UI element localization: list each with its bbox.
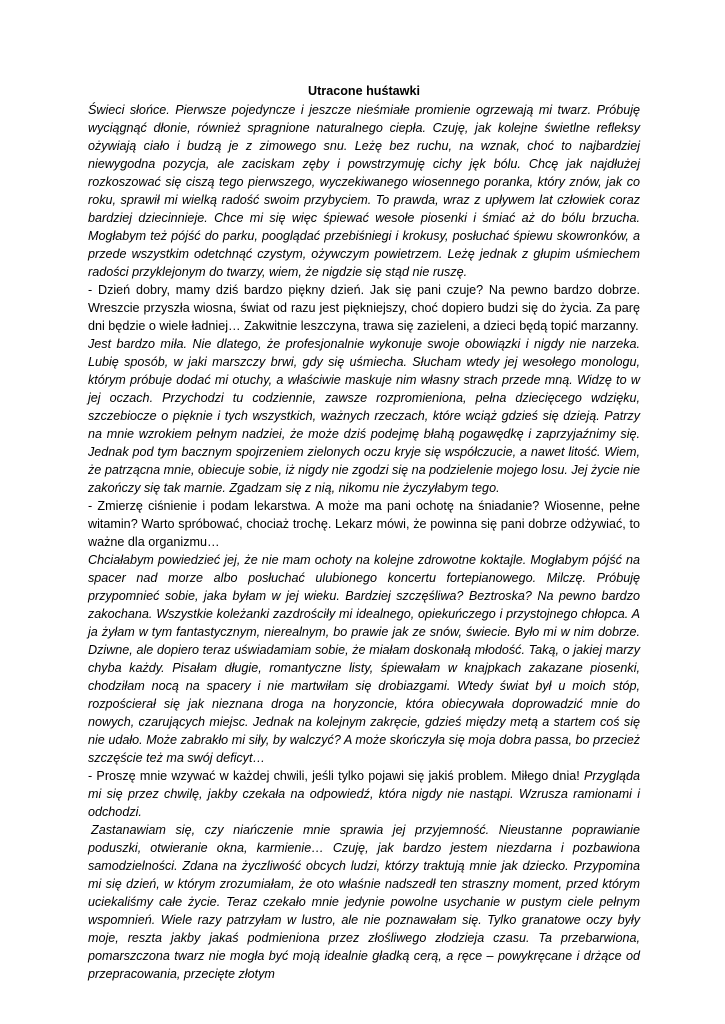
paragraph: [88, 767, 640, 821]
paragraph-text: - Zmierzę ciśnienie i podam lekarstwa. A może ma pani ochotę na śniadanie? Wiosenne, pełne witamin? Warto spróbować, chociaż trochę. Lekarz mówi, że powinna się pani dobrze odżywiać, to ważne dla organizmu…: [88, 499, 640, 549]
document-title: Utracone huśtawki: [308, 84, 420, 98]
paragraph: [88, 551, 640, 767]
paragraph: [88, 101, 640, 281]
paragraph-text: - Proszę mnie wzywać w każdej chwili, jeśli tylko pojawi się jakiś problem. Miłego dnia!: [88, 769, 584, 783]
paragraph-text-italic: Przygląda mi się przez chwilę, jakby czekała na odpowiedź, która nigdy nie nastąpi. Wzrusza ramionami i odchodzi.: [88, 769, 640, 819]
paragraph-text: Jest bardzo miła. Nie dlatego, że profesjonalnie wykonuje swoje obowiązki i nigdy nie narzeka. Lubię sposób, w jaki marszczy brwi, gdy się uśmiecha. Słucham wtedy jej wesołego monologu, którym próbuje dodać mi otuchy, a właściwie maskuje nim własny strach przede mną. Widzę to w jej oczach. Przychodzi tu codziennie, zawsze rozpromieniona, pełna dziecięcego wdzięku, szczebiocze o pięknie i tych wszystkich, ważnych rzeczach, które wciąż gdzieś się dzieją. Patrzy na mnie wzrokiem pełnym nadziei, że może dziś podejmę błahą pogawędkę i zaprzyjaźnimy się. Jednak pod tym bacznym spojrzeniem zielonych oczu kryje się współczucie, a nawet litość. Wiem, że patrzącna mnie, obiecuje sobie, iż nigdy nie zgodzi się na podzielenie mojego losu. Jej życie nie zakończy się tak marnie. Zgadzam się z nią, nikomu nie życzyłabym tego.: [88, 337, 640, 495]
paragraph-text: - Dzień dobry, mamy dziś bardzo piękny dzień. Jak się pani czuje? Na pewno bardzo dobrze. Wreszcie przyszła wiosna, świat od razu jest piękniejszy, choć dopiero budzi się do życia. Za parę dni będzie o wiele ładniej… Zakwitnie leszczyna, trawa się zazieleni, a dzieci będą topić marzanny.: [88, 283, 640, 333]
paragraph: [88, 821, 640, 983]
paragraph-text: Świeci słońce. Pierwsze pojedyncze i jeszcze nieśmiałe promienie ogrzewają mi twarz. Próbuję wyciągnąć dłonie, również spragnione naturalnego ciepła. Czuję, jak kolejne świetlne refleksy ożywiają ciało i budzą je z zimowego snu. Leżę bez ruchu, na wznak, choć to najbardziej niewygodna pozycja, ale zaciskam zęby i powstrzymuję cichy jęk bólu. Chcę jak najdłużej rozkoszować się ciszą tego pierwszego, wyczekiwanego wiosennego poranka, który znów, jak co roku, sprawił mi wielką radość swoim przybyciem. To prawda, wraz z upływem lat człowiek coraz bardziej dziecinnieje. Chce mi się więc śpiewać wesołe piosenki i śmiać aż do bólu brzucha. Mogłabym też pójść do parku, pooglądać przebiśniegi i krokusy, posłuchać śpiewu skowronków, a przede wszystkim odetchnąć czystym, ożywczym powietrzem. Leżę jednak z głupim uśmiechem radości przyklejonym do twarzy, wiem, że nigdzie się stąd nie ruszę.: [88, 103, 640, 279]
paragraph: [88, 497, 640, 551]
paragraph-text: Chciałabym powiedzieć jej, że nie mam ochoty na kolejne zdrowotne koktajle. Mogłabym pójść na spacer nad morze albo posłuchać ulubionego koncertu fortepianowego. Milczę. Próbuję przypomnieć sobie, jaka byłam w jej wieku. Bardziej szczęśliwa? Beztroska? Na pewno bardzo zakochana. Wszystkie koleżanki zazdrościły mi idealnego, opiekuńczego i przystojnego chłopca. A ja żyłam w tym fantastycznym, nierealnym, bo prawie jak ze snów, świecie. Było mi w nim dobrze. Dziwne, ale dopiero teraz uświadamiam sobie, że miałam doskonałą młodość. Taką, o jakiej marzy chyba każdy. Pisałam długie, romantyczne listy, śpiewałam w knajpkach zakazane piosenki, chodziłam nocą na spacery i nie martwiłam się drobiazgami. Wtedy świat był u moich stóp, rozpościerał się jak nieznana droga na horyzoncie, która obiecywała doprowadzić mnie do nowych, czarujących miejsc. Jednak na kolejnym zakręcie, gdzieś między metą a startem coś się nie udało. Może zabrakło mi siły, by walczyć? A może skończyła się moja dobra passa, bo przecież szczęście też ma swój deficyt…: [88, 553, 640, 765]
paragraph: [88, 335, 640, 497]
document-page: [88, 82, 640, 983]
paragraph: [88, 281, 640, 335]
paragraph-text: Zastanawiam się, czy niańczenie mnie sprawia jej przyjemność. Nieustanne poprawianie poduszki, otwieranie okna, karmienie… Czuję, jak bardzo jestem niezdarna i pozbawiona samodzielności. Zdana na życzliwość obcych ludzi, którzy traktują mnie jak dziecko. Przypomina mi się dzień, w którym zrozumiałam, że oto właśnie nadszedł ten straszny moment, przed którym uciekaliśmy całe życie. Teraz czekało mnie jedynie powolne usychanie w pustym ciele pełnym wspomnień. Wiele razy patrzyłam w lustro, ale nie poznawałam się. Tylko granatowe oczy były moje, reszta jakby jakaś podmieniona przez złośliwego złodzieja czasu. Ta przebarwiona, pomarszczona twarz nie mogła być moją idealnie gładką cerą, a ręce – powykręcane i drżące od przepracowania, przecięte złotym: [88, 823, 640, 981]
